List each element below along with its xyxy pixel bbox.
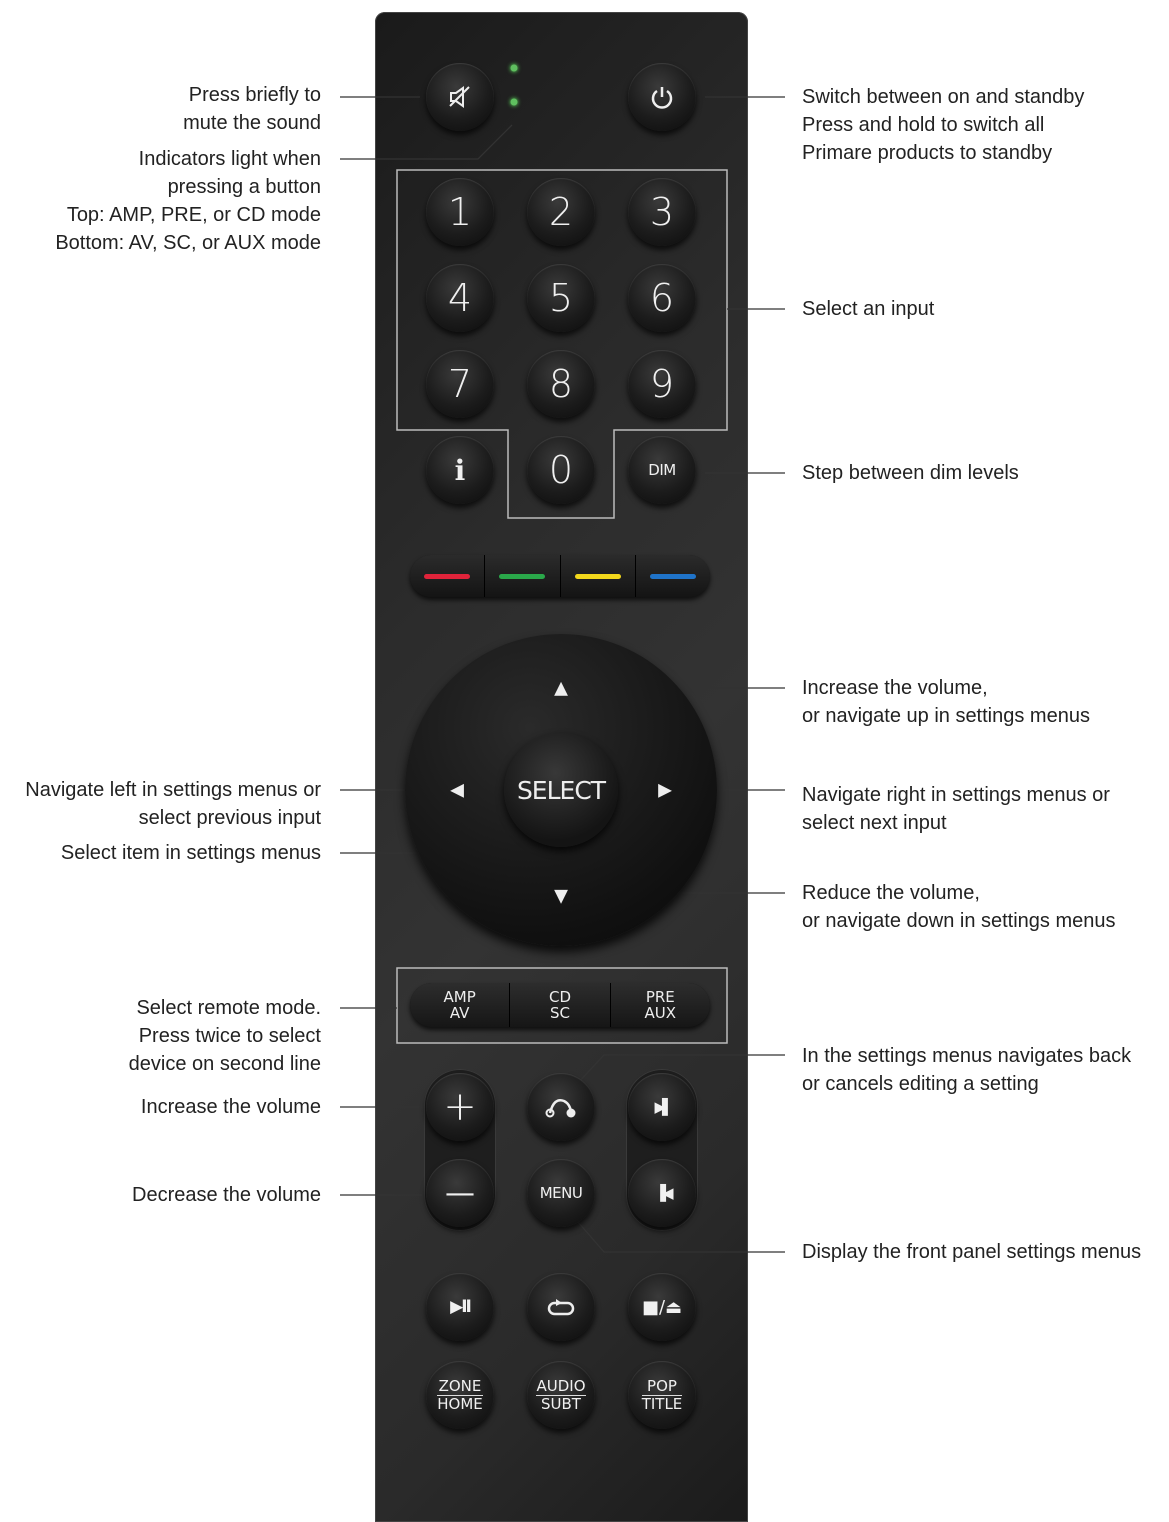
mode-top: AMP — [443, 988, 476, 1006]
annotation-line: device on second line — [128, 1053, 321, 1075]
color-key-stripe — [424, 574, 470, 579]
next-track-button[interactable]: ▶▌ — [628, 1073, 696, 1141]
mute-button[interactable] — [426, 63, 494, 131]
number-button-6[interactable]: 6 — [628, 264, 696, 332]
annotation-line: Switch between on and standby — [802, 86, 1085, 108]
annotation-line: Navigate right in settings menus or — [802, 784, 1110, 806]
mode-bottom: AV — [449, 1004, 470, 1022]
back-icon — [544, 1095, 578, 1119]
annotation-line: Increase the volume, — [802, 677, 988, 699]
annotation-line: Press briefly to — [188, 84, 321, 106]
annotation-line: Step between dim levels — [802, 462, 1019, 484]
play-pause-button[interactable]: ▶II — [426, 1273, 494, 1341]
annotation-line: Indicators light when — [138, 148, 321, 170]
annotation-line: or navigate down in settings menus — [802, 910, 1116, 932]
annotation-line: mute the sound — [183, 112, 321, 134]
mode-bottom: SC — [549, 1004, 570, 1022]
color-key-stripe — [499, 574, 545, 579]
mode-top: CD — [548, 988, 571, 1006]
annotation-line: Bottom: AV, SC, or AUX mode — [55, 232, 321, 254]
annotation-indicators — [55, 145, 321, 257]
select-button[interactable]: SELECT — [504, 733, 618, 847]
line-menu — [578, 1222, 785, 1252]
number-button-4[interactable]: 4 — [426, 264, 494, 332]
line-indicators — [340, 125, 512, 159]
color-keys — [410, 555, 710, 597]
annotation-dim — [802, 459, 1019, 487]
annotation-line: Press and hold to switch all — [802, 114, 1045, 136]
number-button-0[interactable]: 0 — [527, 436, 595, 504]
annotation-line: Reduce the volume, — [802, 882, 980, 904]
annotation-line: Select remote mode. — [136, 997, 321, 1019]
zone-label: ZONE — [438, 1376, 482, 1395]
annotation-line: Primare products to standby — [802, 142, 1053, 164]
number-button-2[interactable]: 2 — [527, 178, 595, 246]
menu-button[interactable]: MENU — [527, 1159, 595, 1227]
pop-title-button[interactable] — [628, 1361, 696, 1429]
up-arrow-button[interactable]: ▲ — [554, 677, 568, 699]
number-button-9[interactable]: 9 — [628, 350, 696, 418]
annotation-menu — [802, 1238, 1141, 1266]
number-button-3[interactable]: 3 — [628, 178, 696, 246]
annotation-line: select previous input — [138, 807, 321, 829]
annotation-input — [802, 295, 934, 323]
annotation-line: Display the front panel settings menus — [802, 1241, 1142, 1263]
home-label: HOME — [437, 1394, 483, 1413]
yellow-key[interactable] — [561, 555, 636, 597]
blue-key[interactable] — [636, 555, 710, 597]
mode-button-pre-aux[interactable] — [611, 983, 710, 1027]
info-button[interactable]: i — [426, 436, 494, 504]
repeat-button[interactable] — [527, 1273, 595, 1341]
left-arrow-button[interactable]: ◀ — [450, 779, 464, 801]
zone-home-button[interactable] — [426, 1361, 494, 1429]
mode-button-cd-sc[interactable] — [510, 983, 610, 1027]
annotation-volume-up — [141, 1093, 321, 1121]
mode-button-amp-av[interactable] — [410, 983, 510, 1027]
color-key-stripe — [575, 574, 621, 579]
right-arrow-button[interactable]: ▶ — [658, 779, 672, 801]
previous-track-button[interactable]: ▐◀ — [628, 1159, 696, 1227]
audio-subt-button[interactable] — [527, 1361, 595, 1429]
annotation-line: Navigate left in settings menus or — [25, 779, 321, 801]
annotation-back — [802, 1042, 1131, 1098]
annotation-mute — [183, 81, 321, 137]
color-key-stripe — [650, 574, 696, 579]
volume-up-button[interactable]: + — [426, 1073, 494, 1141]
annotation-select-item — [61, 839, 321, 867]
annotation-nav-up — [802, 674, 1090, 730]
green-key[interactable] — [485, 555, 560, 597]
power-icon — [648, 83, 676, 111]
back-button[interactable] — [527, 1073, 595, 1141]
power-button[interactable] — [628, 63, 696, 131]
dim-button[interactable]: DIM — [628, 436, 696, 504]
mute-icon — [447, 84, 473, 110]
audio-label: AUDIO — [536, 1376, 586, 1395]
volume-down-button[interactable]: — — [426, 1159, 494, 1227]
repeat-icon — [546, 1297, 576, 1317]
number-button-7[interactable]: 7 — [426, 350, 494, 418]
annotation-line: or cancels editing a setting — [802, 1073, 1039, 1095]
annotation-nav-left — [25, 776, 321, 832]
pop-label: POP — [642, 1378, 683, 1396]
annotation-line: select next input — [802, 812, 947, 834]
annotation-line: Decrease the volume — [132, 1184, 321, 1206]
annotation-volume-down — [132, 1181, 321, 1209]
annotation-line: In the settings menus navigates back — [802, 1045, 1132, 1067]
annotation-power — [802, 83, 1084, 167]
number-button-5[interactable]: 5 — [527, 264, 595, 332]
annotation-line: Select item in settings menus — [60, 842, 321, 864]
mode-top: PRE — [645, 988, 675, 1006]
down-arrow-button[interactable]: ▼ — [554, 885, 568, 907]
annotation-line: Select an input — [802, 298, 935, 320]
indicator-led-bottom — [511, 99, 518, 106]
annotation-line: Increase the volume — [140, 1096, 321, 1118]
annotation-remote-mode — [129, 994, 321, 1078]
subt-label: SUBT — [541, 1394, 581, 1413]
annotation-line: pressing a button — [167, 176, 321, 198]
annotation-line: or navigate up in settings menus — [802, 705, 1090, 727]
stop-eject-button[interactable]: ■/⏏ — [628, 1273, 696, 1341]
mode-buttons — [410, 983, 710, 1027]
title-label: TITLE — [641, 1394, 683, 1413]
mode-bottom: AUX — [644, 1004, 677, 1022]
number-button-8[interactable]: 8 — [527, 350, 595, 418]
red-key[interactable] — [410, 555, 485, 597]
indicator-led-top — [511, 65, 518, 72]
annotation-nav-down — [802, 879, 1116, 935]
annotation-nav-right — [802, 781, 1110, 837]
number-button-1[interactable]: 1 — [426, 178, 494, 246]
annotation-line: Press twice to select — [138, 1025, 321, 1047]
annotation-line: Top: AMP, PRE, or CD mode — [66, 204, 321, 226]
